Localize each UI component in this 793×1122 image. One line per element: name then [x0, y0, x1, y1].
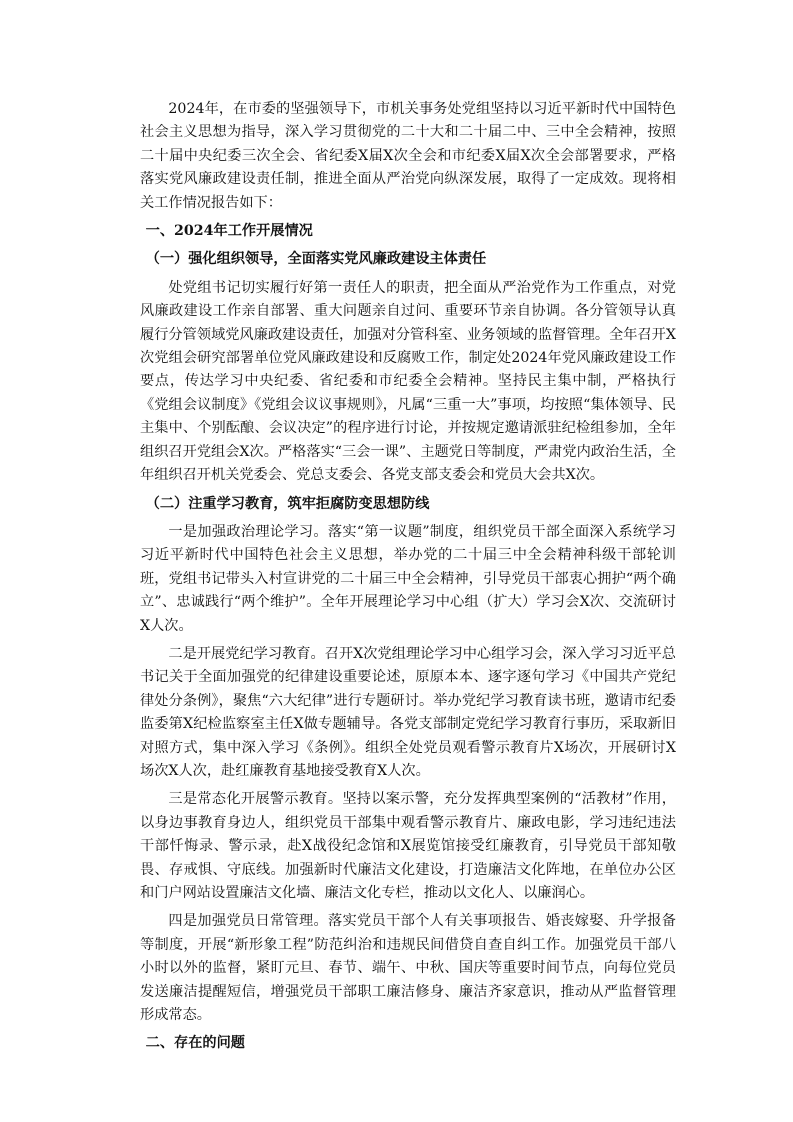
education-paragraph-discipline: 二是开展党纪学习教育。召开X次党组理论学习中心组学习会，深入学习习近平总书记关于全面加强党的纪律建设重要论述，原原本本、逐字逐句学习《中国共产党纪律处分条例》，聚焦“六大纪律”进行专题研讨。举办党纪学习教育读书班，邀请市纪委监委第X纪检监察室主任X做专题辅导。各党支部制定党纪学习教育行事历，采取新旧对照方式，集中深入学习《条例》。组织全处党员观看警示教育片X场次，开展研讨X场次X人次，赴红廉教育基地接受教育X人次。	[140, 645, 676, 779]
education-paragraph-theory: 一是加强政治理论学习。落实“第一议题”制度，组织党员干部全面深入系统学习习近平新时代中国特色社会主义思想，举办党的二十届三中全会精神科级干部轮训班，党组书记带头入村宣讲党的二十届三中全会精神，引导党员干部衷心拥护“两个确立”、忠诚践行“两个维护”。全年开展理论学习中心组（扩大）学习会X次、交流研讨X人次。	[140, 523, 676, 634]
section-heading-work-status: 一、2024年工作开展情况	[145, 223, 313, 240]
education-paragraph-management: 四是加强党员日常管理。落实党员干部个人有关事项报告、婚丧嫁娶、升学报备等制度，开展“新形象工程”防范纠治和违规民间借贷自查自纠工作。加强党员干部八小时以外的监督，紧盯元旦、春节、端午、中秋、国庆等重要时间节点，向每位党员发送廉洁提醒短信，增强党员干部职工廉洁修身、廉洁齐家意识，推动从严监督管理形成常态。	[140, 913, 676, 1024]
subsection-heading-education: （二）注重学习教育，筑牢拒腐防变思想防线	[145, 495, 430, 512]
document-page	[140, 98, 676, 1061]
education-paragraph-warning: 三是常态化开展警示教育。坚持以案示警，充分发挥典型案例的“活教材”作用，以身边事教育身边人，组织党员干部集中观看警示教育片、廉政电影，学习违纪违法干部忏悔录、警示录，赴X战役纪念馆和X展览馆接受红廉教育，引导党员干部知敬畏、存戒惧、守底线。加强新时代廉洁文化建设，打造廉洁文化阵地，在单位办公区和门户网站设置廉洁文化墙、廉洁文化专栏，推动以文化人、以廉润心。	[140, 791, 676, 901]
leadership-paragraph: 处党组书记切实履行好第一责任人的职责，把全面从严治党作为工作重点，对党风廉政建设工作亲自部署、重大问题亲自过问、重要环节亲自协调。各分管领导认真履行分管领域党风廉政建设责任，加强对分管科室、业务领域的监督管理。全年召开X次党组会研究部署单位党风廉政建设和反腐败工作，制定处2024年党风廉政建设工作要点，传达学习中央纪委、省纪委和市纪委全会精神。坚持民主集中制，严格执行《党组会议制度》《党组会议议事规则》，凡属“三重一大”事项，均按照“集体领导、民主集中、个别酝酿、会议决定”的程序进行讨论，并按规定邀请派驻纪检组参加，全年组织召开党组会X次。严格落实“三会一课”、主题党日等制度，严肃党内政治生活，全年组织召开机关党委会、党总支委会、各党支部支委会和党员大会共X次。	[140, 279, 676, 484]
subsection-heading-leadership: （一）强化组织领导，全面落实党风廉政建设主体责任	[145, 251, 487, 268]
intro-paragraph: 2024年，在市委的坚强领导下，市机关事务处党组坚持以习近平新时代中国特色社会主义思想为指导，深入学习贯彻党的二十大和二十届二中、三中全会精神，按照二十届中央纪委三次全会、省纪委X届X次全会和市纪委X届X次全会部署要求，严格落实党风廉政建设责任制，推进全面从严治党向纵深发展，取得了一定成效。现将相关工作情况报告如下：	[140, 101, 676, 211]
section-heading-problems: 二、存在的问题	[145, 1035, 245, 1052]
